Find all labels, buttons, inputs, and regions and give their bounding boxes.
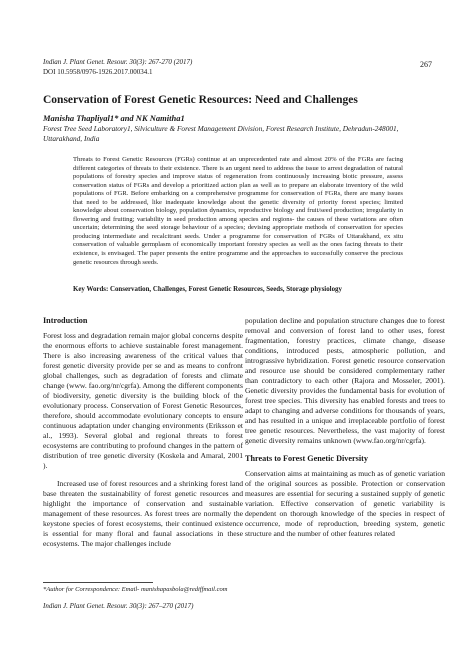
paragraph: Conservation aims at maintaining as much as of genetic variation of the original sources as possible. Protection or conservation measures are essential for securing a sustained supply of genetic variation. Effective conservation of genetic variability is dependent on thorough knowledge of the species in respect of occurrence, mode of reproduction, breeding system, genetic structure and the number of other features related — [245, 468, 445, 538]
article-title: Conservation of Forest Genetic Resources: Need and Challenges — [43, 94, 358, 106]
paragraph: population decline and population structure changes due to forest removal and conversion of forest land to other uses, forest fragmentation, forestry practices, climate change, disease conditions, introduced pests, atmospheric pollution, and intrograssive hybridization. Forest genetic resource conservation and resource use should be considered complementary rather than contradictory to each other (Rajora and Mosseler, 2001). Genetic diversity provides the fundamental basis for evolution of forest tree species. This diversity has enabled forests and trees to adapt to changing and adverse conditions for thousands of years, and has resulted in a unique and irreplaceable portfolio of forest tree genetic resources. Nevertheless, the vast majority of forest genetic diversity remains unknown (www.fao.org/nr/cgrfa). — [245, 316, 445, 445]
section-heading-threats: Threats to Forest Genetic Diversity — [245, 453, 368, 463]
paragraph: Forest loss and degradation remain major global concerns despite the enormous efforts to achieve sustainable forest management. There is also increasing awareness of the critical values that forest genetic diversity provide per se and as means to confront global challenges, such as degradation of forests and climate change (www. fao.org/nr/cgrfa). Among the different components of biodiversity, genetic diversity is the building block of the evolutionary process. Conservation of Forest Genetic Resources, therefore, should accommodate evolutionary concepts to ensure continuous adaptation under changing environments (Eriksson et al., 1993). Several global and regional threats to forest ecosystems are contributing to profound changes in the pattern of distribution of tree genetic diversity (Koskela and Amaral, 2001 ). — [43, 330, 243, 470]
paragraph: Increased use of forest resources and a shrinking forest land base threaten the sustainability of forest genetic resources and highlight the importance of conservation and sustainable management of these resources. As forest trees are normally the keystone species of forest ecosystems, their continued existence is essential for many floral and faunal associations in these ecosystems. The major challenges include — [43, 478, 243, 548]
section-heading-introduction: Introduction — [43, 316, 88, 325]
page-footer: Indian J. Plant Genet. Resour. 30(3): 267–270 (2017) — [43, 602, 194, 610]
right-column — [245, 316, 445, 539]
doi: DOI 10.5958/0976-1926.2017.00034.1 — [43, 68, 153, 76]
footnote-rule — [43, 582, 153, 583]
affiliation: Forest Tree Seed Laboratory1, Silviculture & Forest Management Division, Forest Research Institute, Dehradun-248001, Uttarakhand, India — [43, 124, 399, 143]
keywords: Key Words: Conservation, Challenges, Forest Genetic Resources, Seeds, Storage physiology — [73, 286, 342, 293]
page-number: 267 — [420, 60, 432, 69]
abstract: Threats to Forest Genetic Resources (FGRs) continue at an unprecedented rate and almost 20% of the FGRs are facing different categories of threats to their existence. There is an urgent need to address the issue to arrest degradation of natural populations of forestry species and improve status of regeneration from continuously increasing biotic pressure, assess conservation status of FGRs and develop a prioritized action plan as well as to prepare an elaborate inventory of the wild populations of FGR. Before embarking on a comprehensive programme for conservation of FGRs, there are many issues that need to be addressed, like inadequate knowledge about the genetic diversity of priority forest species; limited knowledge about conservation biology, population dynamics, reproductive biology and fruit/seed production; irregularity in flowering and fruiting; variability in seed production among species and regions- the causes of these variations are often uncertain; determining the seed storage behaviour of a species; devising appropriate methods of conservation for species producing intermediate and recalcitrant seeds. Under a programme for conservation of FGRs of Uttarakhand, ex situ conservation of valuable germplasm of economically important forestry species as well as the ones facing threats to their existence, is envisaged. The paper presents the entire programme and the approaches to successfully conserve the precious genetic resources through seeds. — [73, 156, 403, 266]
journal-citation: Indian J. Plant Genet. Resour. 30(3): 267-270 (2017) — [43, 58, 193, 66]
authors: Manisha Thapliyal1* and NK Namitha1 — [43, 113, 185, 123]
correspondence-footnote: *Author for Correspondence: Email- manishapasbola@rediffmail.com — [43, 586, 228, 593]
left-column — [43, 316, 243, 549]
